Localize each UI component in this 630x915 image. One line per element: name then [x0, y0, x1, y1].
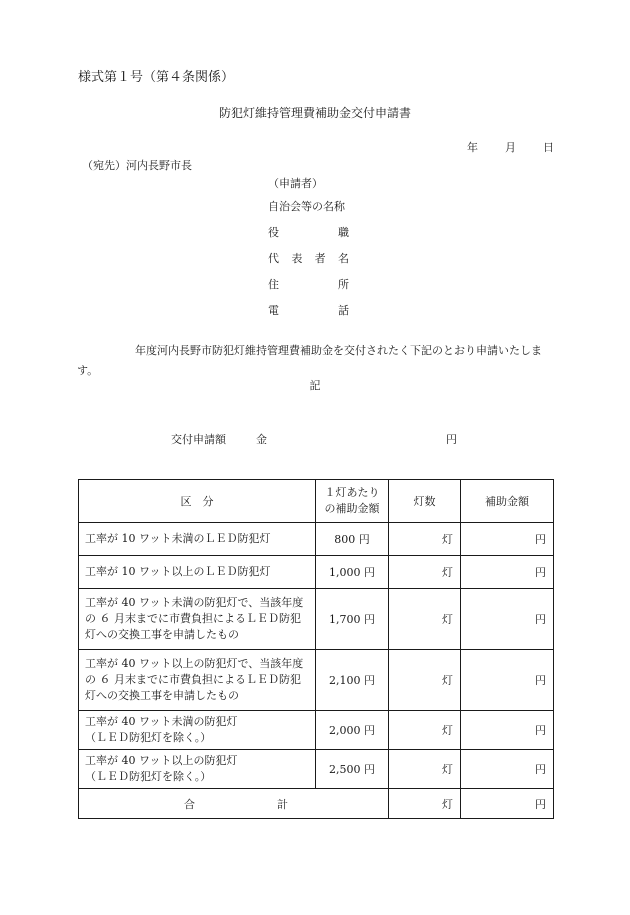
row-count-cell[interactable]: 灯: [389, 711, 461, 750]
row-category: 工率が 10 ワット未満のＬＥＤ防犯灯: [79, 523, 316, 556]
char: 計: [277, 797, 288, 811]
subsidy-table: [78, 479, 554, 819]
amount-yen: 円: [446, 433, 457, 446]
row-rate: 800 円: [316, 523, 389, 556]
application-statement: 年度河内長野市防犯灯維持管理費補助金を交付されたく下記のとおり申請いたします。: [77, 344, 542, 377]
row-amount-cell[interactable]: 円: [461, 711, 554, 750]
row-amount-cell[interactable]: 円: [461, 589, 554, 650]
row-amount-cell[interactable]: 円: [461, 523, 554, 556]
header-amount: 補助金額: [461, 480, 554, 523]
row-count-cell[interactable]: 灯: [389, 750, 461, 789]
row-amount-cell[interactable]: 円: [461, 750, 554, 789]
char: 者: [314, 252, 326, 265]
char: 代: [268, 252, 279, 265]
row-rate: 1,700 円: [316, 589, 389, 650]
row-category: 工率が 40 ワット未満の防犯灯で、当該年度の ６ 月末までに市費負担によるＬＥＤ防犯灯への交換工事を申請したもの: [79, 589, 316, 650]
date-month: 月: [505, 141, 516, 154]
table-header-row: [79, 480, 554, 523]
char: 役: [268, 226, 279, 239]
row-category-line2: （ＬＥＤ防犯灯を除く。）: [85, 770, 212, 783]
row-amount-cell[interactable]: 円: [461, 650, 554, 711]
application-amount-label: 交付申請額: [171, 433, 226, 446]
row-category: 工率が 10 ワット以上のＬＥＤ防犯灯: [79, 556, 316, 589]
row-count-cell[interactable]: 灯: [389, 589, 461, 650]
total-label-text: [79, 796, 388, 812]
char: 話: [338, 304, 349, 317]
applicant-heading: （申請者）: [268, 177, 323, 190]
total-row: [79, 789, 554, 819]
row-rate: 2,100 円: [316, 650, 389, 711]
table-row: [79, 589, 554, 650]
form-number: 様式第１号（第４条関係）: [78, 70, 235, 85]
char: 合: [184, 797, 195, 811]
row-category: 工率が 40 ワット以上の防犯灯で、当該年度の ６ 月末までに市費負担によるＬＥＤ防犯灯への交換工事を申請したもの: [79, 650, 316, 711]
table-row: [79, 650, 554, 711]
row-rate: 2,500 円: [316, 750, 389, 789]
applicant-phone-label: [268, 302, 349, 318]
char: 名: [337, 252, 349, 265]
row-count-cell[interactable]: 灯: [389, 556, 461, 589]
row-category: [79, 711, 316, 750]
total-count-cell[interactable]: 灯: [389, 789, 461, 819]
char: 職: [338, 226, 349, 239]
table-row: [79, 750, 554, 789]
date-day: 日: [543, 141, 554, 154]
applicant-representative-label: [268, 250, 349, 266]
header-rate-line2: の補助金額: [324, 502, 380, 515]
row-rate: 2,000 円: [316, 711, 389, 750]
total-amount-cell[interactable]: 円: [461, 789, 554, 819]
row-category-line1: 工率が 40 ワット以上の防犯灯: [85, 754, 238, 767]
applicant-title-label: [268, 224, 349, 240]
addressee: （宛先）河内長野市長: [82, 159, 192, 172]
header-rate-line1: １灯あたり: [324, 486, 380, 499]
amount-kin: 金: [256, 433, 267, 446]
document-title: 防犯灯維持管理費補助金交付申請書: [218, 106, 411, 120]
char: 住: [268, 278, 279, 291]
row-category: [79, 750, 316, 789]
table-row: [79, 711, 554, 750]
date-year: 年: [467, 141, 478, 154]
table-row: [79, 556, 554, 589]
header-rate: [316, 480, 389, 523]
row-count-cell[interactable]: 灯: [389, 650, 461, 711]
header-category: 区 分: [79, 480, 316, 523]
char: 所: [338, 278, 349, 291]
ki-marker: 記: [309, 379, 321, 392]
row-rate: 1,000 円: [316, 556, 389, 589]
applicant-org-name-label: 自治会等の名称: [268, 200, 345, 213]
date-line: [467, 139, 554, 155]
applicant-address-label: [268, 276, 349, 292]
row-category-line1: 工率が 40 ワット未満の防犯灯: [85, 715, 238, 728]
row-amount-cell[interactable]: 円: [461, 556, 554, 589]
table-row: [79, 523, 554, 556]
total-label: [79, 789, 389, 819]
char: 表: [291, 252, 303, 265]
row-category-line2: （ＬＥＤ防犯灯を除く。）: [85, 731, 212, 744]
header-count: 灯数: [389, 480, 461, 523]
row-count-cell[interactable]: 灯: [389, 523, 461, 556]
char: 電: [268, 304, 279, 317]
